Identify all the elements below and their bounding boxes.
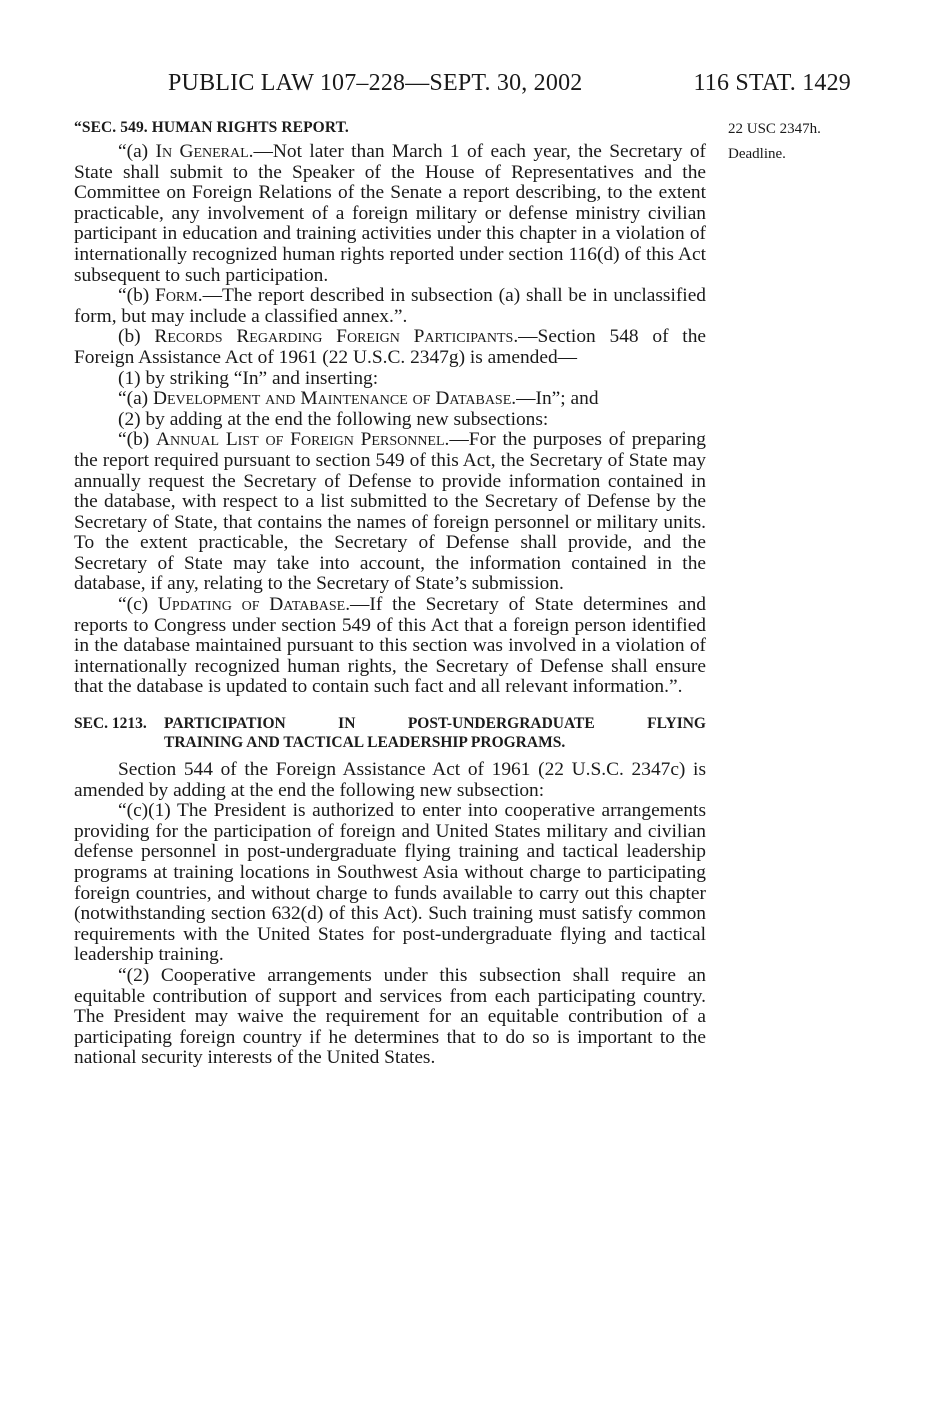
section-1213-title-line-1: PARTICIPATION IN POST-UNDERGRADUATE FLYING	[164, 715, 706, 733]
insert-text: .—In”; and	[511, 388, 599, 410]
section-1213-paragraph-2: “(2) Cooperative arrangements under this subsection shall require an equitable contribution of support and services from each participating country. The President may waive the requirement for an equitable contribution of a participating foreign country if he determines that to do so is important to the national security interests of the United States.	[74, 964, 706, 1069]
section-549-heading: “SEC. 549. HUMAN RIGHTS REPORT.	[74, 119, 349, 136]
statute-page-number: 116 STAT. 1429	[693, 70, 851, 96]
amendment-item-2: (2) by adding at the end the following new subsections:	[118, 408, 549, 430]
new-subsection-c-prefix: “(c)	[118, 594, 158, 616]
new-subsection-b-text: .—For the purposes of preparing the report required pursuant to section 549 of this Act, the Secretary of State may annually request the Secretary of Defense to provide information contained in the database, with respect to a list submitted to the Secretary of Defense by the Secretary of State, that contains the names of foreign personnel or military units. To the extent practicable, the Secretary of Defense shall provide, and the Secretary of State may take into account, the information contained in the database, if any, relating to the Secretary of State’s submission.	[74, 429, 706, 595]
subsection-a-text: .—Not later than March 1 of each year, the Secretary of State shall submit to the Speaker of the House of Representatives and the Committee on Foreign Relations of the Senate a report describing, to the extent practicable, any involvement of a foreign military or defense ministry civilian participant in education and training activities under this chapter in a violation of internationally recognized human rights reported under section 116(d) of this Act subsequent to such participation.	[74, 141, 706, 286]
subsection-b-prefix: “(b)	[118, 285, 156, 307]
new-subsection-c-text: .—If the Secretary of State determines and reports to Congress under section 549 of this Act that a foreign person identified in the database maintained pursuant to this section was involved in a violation of internationally recognized human rights, the Secretary of Defense shall ensure that the database is updated to contain such fact and all relevant information.”.	[74, 594, 706, 698]
section-549-subsection-a	[74, 142, 706, 286]
amendment-item-1: (1) by striking “In” and inserting:	[118, 367, 379, 389]
running-header	[168, 70, 851, 104]
section-1213-heading	[74, 714, 706, 752]
subsection-b-text: .—The report described in subsection (a) shall be in unclassified form, but may include a classified annex.”.	[74, 285, 706, 327]
section-549-subsection-b	[74, 286, 706, 327]
records-prefix: (b)	[118, 326, 155, 348]
insert-prefix: “(a)	[118, 388, 153, 410]
document-body	[74, 118, 706, 1069]
section-1213-paragraph-c1: “(c)(1) The President is authorized to enter into cooperative arrangements providing for the participation of foreign and United States military and civilian defense personnel in post-undergraduate flying training and tactical leadership programs at training locations in Southwest Asia without charge to participating foreign countries, and without charge to funds available to carry out this chapter (notwithstanding section 632(d) of this Act). Such training must satisfy common requirements with the United States for post-undergraduate flying and tactical leadership training.	[74, 800, 706, 966]
margin-note-deadline: Deadline.	[728, 146, 786, 162]
section-1213-title-line-2: TRAINING AND TACTICAL LEADERSHIP PROGRAMS.	[164, 734, 566, 752]
records-regarding-foreign-participants	[74, 327, 706, 368]
subsection-a-label: In General	[155, 141, 249, 162]
section-1213-number: SEC. 1213.	[74, 715, 147, 733]
amendment-item-1-insert	[74, 389, 706, 410]
public-law-citation: PUBLIC LAW 107–228—SEPT. 30, 2002	[168, 70, 583, 96]
margin-note-usc: 22 USC 2347h.	[728, 121, 821, 137]
records-text: .—Section 548 of the Foreign Assistance Act of 1961 (22 U.S.C. 2347g) is amended—	[74, 326, 706, 368]
new-subsection-b	[74, 430, 706, 595]
new-subsection-b-label: Annual List of Foreign Personnel	[156, 429, 445, 451]
new-subsection-b-prefix: “(b)	[118, 429, 157, 451]
new-subsection-c	[74, 595, 706, 698]
subsection-a-prefix: “(a)	[118, 141, 156, 162]
section-1213-intro: Section 544 of the Foreign Assistance Act of 1961 (22 U.S.C. 2347c) is amended by adding at the end the following new subsection:	[74, 759, 706, 801]
subsection-b-label: Form	[155, 285, 198, 307]
records-label: Records Regarding Foreign Participants	[154, 326, 514, 348]
new-subsection-c-label: Updating of Database	[157, 594, 346, 616]
insert-label: Development and Maintenance of Database	[152, 388, 512, 410]
